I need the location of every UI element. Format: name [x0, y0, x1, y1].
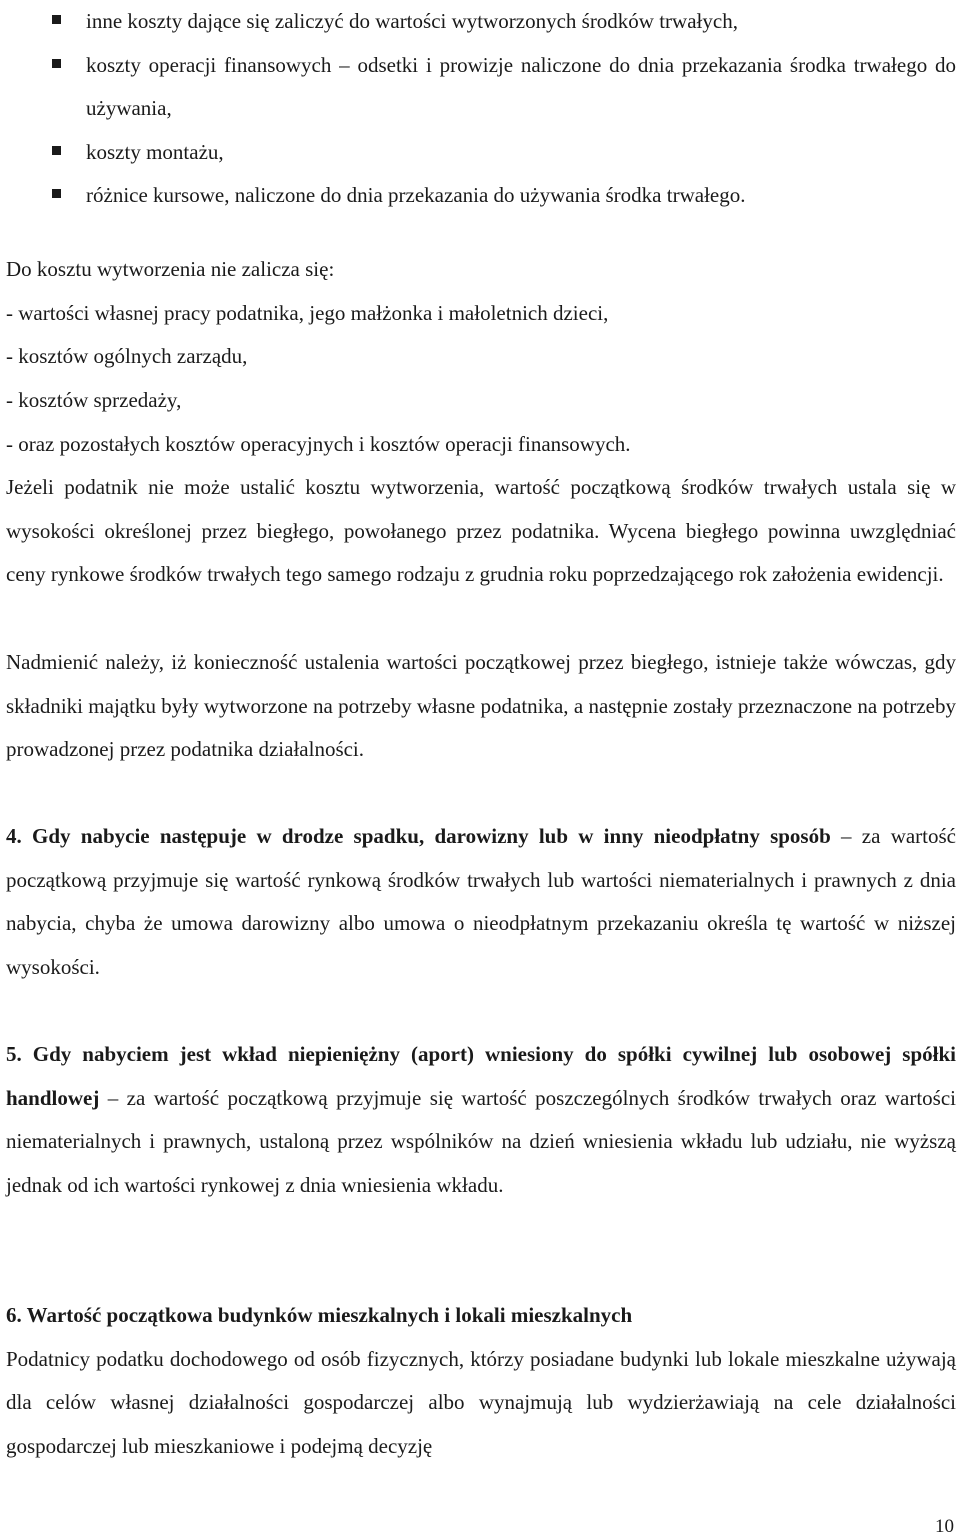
section-4-body: – za wartość początkową przyjmuje się wartość rynkową środków trwałych lub wartości niematerialnych i prawnych z dnia nabycia, chyba że umowa darowizny albo umowa o nieodpłatnym przekazaniu określa tę wartość w niższej wysokości.	[6, 824, 957, 980]
list-item	[0, 174, 960, 218]
exclusion-item: - kosztów ogólnych zarządu,	[6, 344, 248, 369]
list-item	[0, 0, 960, 44]
section-4	[6, 815, 956, 990]
section-5	[6, 1033, 956, 1208]
exclusion-item: - oraz pozostałych kosztów operacyjnych i kosztów operacji finansowych.	[6, 431, 631, 456]
exclusions-intro: Do kosztu wytworzenia nie zalicza się:	[6, 257, 335, 281]
list-item-text: koszty operacji finansowych – odsetki i prowizje naliczone do dnia przekazania środka trwałego do używania,	[86, 52, 956, 120]
section-4-paragraph	[6, 815, 956, 990]
section-6-body: Podatnicy podatku dochodowego od osób fizycznych, którzy posiadane budynki lub lokale mieszkalne używają dla celów własnej działalności gospodarczej albo wynajmują lub wydzierżawiają na cele działalności gospodarczej lub mieszkaniowe i podejmą decyzję	[6, 1346, 956, 1459]
square-bullet-icon	[52, 15, 61, 24]
exclusion-item: - kosztów sprzedaży,	[6, 388, 182, 413]
square-bullet-icon	[52, 146, 61, 155]
section-5-heading: 5. Gdy nabyciem jest wkład niepieniężny (aport) wniesiony do spółki cywilnej lub osobowej spółki handlowej	[6, 1042, 956, 1110]
section-5-body: – za wartość początkową przyjmuje się wartość poszczególnych środków trwałych oraz wartości niematerialnych i prawnych, ustaloną przez wspólników na dzień wniesienia wkładu lub udziału, nie wyższą jednak od ich wartości rynkowej z dnia wniesienia wkładu.	[6, 1085, 956, 1198]
section-6-heading: 6. Wartość początkowa budynków mieszkalnych i lokali mieszkalnych	[6, 1303, 633, 1327]
exclusions-section	[6, 248, 956, 467]
exclusion-item: - wartości własnej pracy podatnika, jego małżonka i małoletnich dzieci,	[6, 300, 609, 325]
expert-valuation-section	[6, 466, 956, 597]
own-needs-section	[6, 641, 956, 772]
section-4-heading: 4. Gdy nabycie następuje w drodze spadku, darowizny lub w inny nieodpłatny sposób	[6, 824, 831, 848]
square-bullet-icon	[52, 59, 61, 68]
list-item-text: różnice kursowe, naliczone do dnia przekazania do używania środka trwałego.	[86, 183, 746, 207]
section-6	[6, 1294, 956, 1469]
own-needs-paragraph: Nadmienić należy, iż konieczność ustalenia wartości początkowej przez biegłego, istnieje także wówczas, gdy składniki majątku były wytworzone na potrzeby własne podatnika, a następnie zostały przeznaczone na potrzeby prowadzonej przez podatnika działalności.	[6, 650, 956, 762]
list-item-text: inne koszty dające się zaliczyć do wartości wytworzonych środków trwałych,	[86, 9, 738, 33]
expert-valuation-paragraph: Jeżeli podatnik nie może ustalić kosztu wytworzenia, wartość początkową środków trwałych ustala się w wysokości określonej przez biegłego, powołanego przez podatnika. Wycena biegłego powinna uwzględniać ceny rynkowe środków trwałych tego samego rodzaju z grudnia roku poprzedzającego rok założenia ewidencji.	[6, 475, 956, 587]
section-5-paragraph	[6, 1033, 956, 1208]
square-bullet-icon	[52, 189, 61, 198]
cost-bullet-list	[0, 0, 960, 218]
list-item	[0, 131, 960, 175]
list-item	[0, 44, 960, 131]
list-item-text: koszty montażu,	[86, 139, 224, 164]
page-number: 10	[935, 1516, 954, 1537]
